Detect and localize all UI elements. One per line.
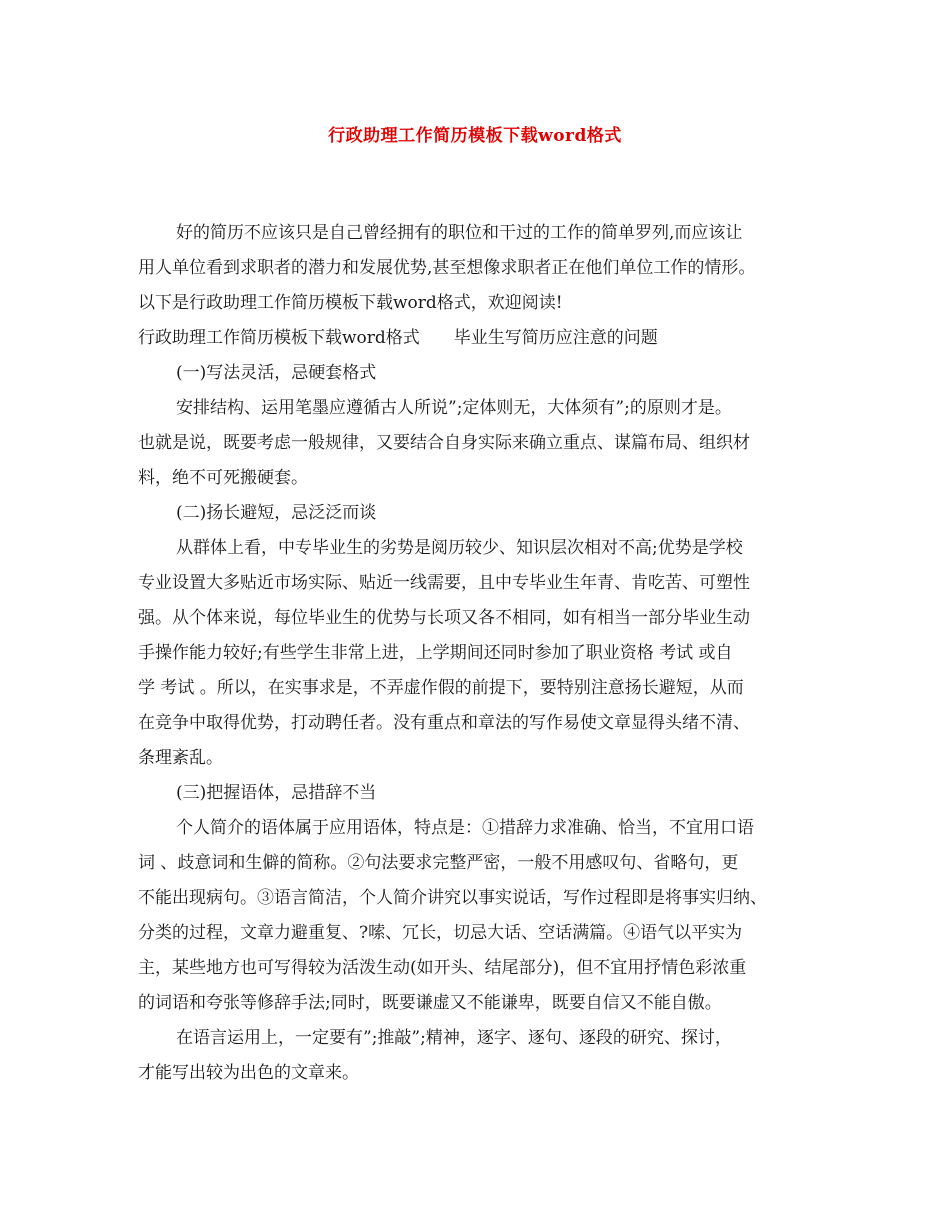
paragraph-line: 个人简介的语体属于应用语体，特点是：①措辞力求准确、恰当，不宜用口语 [176,818,754,838]
paragraph-line: 安排结构、运用笔墨应遵循古人所说”;定体则无，大体须有”;的原则才是。 [176,398,732,418]
paragraph-line: 用人单位看到求职者的潜力和发展优势,甚至想像求职者正在他们单位工作的情形。 [138,258,756,278]
paragraph-line: 词 、歧意词和生僻的简称。②句法要求完整严密，一般不用感叹句、省略句，更 [138,853,739,873]
paragraph-line: 以下是行政助理工作简历模板下载word格式，欢迎阅读! [138,293,563,313]
paragraph-line: 条理紊乱。 [138,748,223,768]
paragraph-line: 强。从个体来说，每位毕业生的优势与长项又各不相同，如有相当一部分毕业生动 [138,608,750,628]
paragraph-line: 从群体上看，中专毕业生的劣势是阅历较少、知识层次相对不高;优势是学校 [176,538,743,558]
paragraph-line: 在语言运用上，一定要有”;推敲”;精神，逐字、逐句、逐段的研究、探讨， [176,1028,732,1048]
paragraph-line: 好的简历不应该只是自己曾经拥有的职位和干过的工作的简单罗列,而应该让 [176,223,743,243]
document-title: 行政助理工作简历模板下载word格式 [328,126,622,146]
paragraph-line: 行政助理工作简历模板下载word格式 毕业生写简历应注意的问题 [138,328,658,348]
section-heading: (三)把握语体，忌措辞不当 [176,783,377,803]
paragraph-line: 主，某些地方也可写得较为活泼生动(如开头、结尾部分)，但不宜用抒情色彩浓重 [138,958,747,978]
paragraph-line: 不能出现病句。③语言简洁，个人简介讲究以事实说话，写作过程即是将事实归纳、 [138,888,767,908]
paragraph-line: 料，绝不可死搬硬套。 [138,468,308,488]
section-heading: (一)写法灵活，忌硬套格式 [176,363,377,383]
paragraph-line: 也就是说，既要考虑一般规律，又要结合自身实际来确立重点、谋篇布局、组织材 [138,433,750,453]
paragraph-line: 的词语和夸张等修辞手法;同时，既要谦虚又不能谦卑，既要自信又不能自傲。 [138,993,722,1013]
paragraph-line: 分类的过程，文章力避重复、?嗦、冗长，切忌大话、空话满篇。④语气以平实为 [138,923,743,943]
paragraph-line: 在竞争中取得优势，打动聘任者。没有重点和章法的写作易使文章显得头绪不清、 [138,713,750,733]
section-heading: (二)扬长避短，忌泛泛而谈 [176,503,377,523]
paragraph-line: 才能写出较为出色的文章来。 [138,1063,359,1083]
paragraph-line: 专业设置大多贴近市场实际、贴近一线需要，且中专毕业生年青、肯吃苦、可塑性 [138,573,750,593]
paragraph-line: 手操作能力较好;有些学生非常上进，上学期间还同时参加了职业资格 考试 或自 [138,643,733,663]
paragraph-line: 学 考试 。所以，在实事求是，不弄虚作假的前提下，要特别注意扬长避短，从而 [138,678,744,698]
